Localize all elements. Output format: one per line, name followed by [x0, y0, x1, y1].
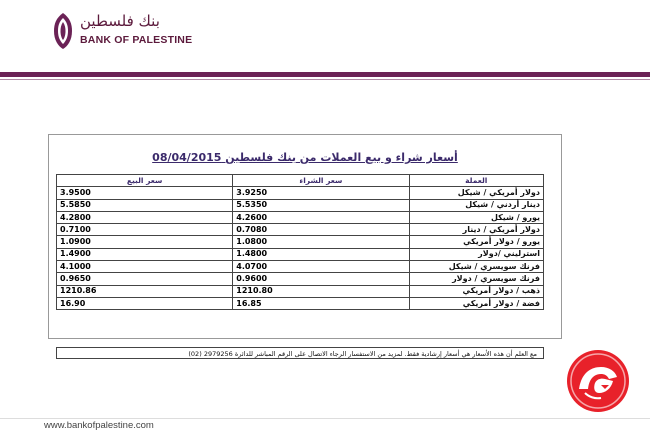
disclaimer-note: مع العلم أن هذه الأسعار هي أسعار إرشادية فقط. لمزيد من الاستفسار الرجاء الاتصال على الرقم المباشر للدائرة 2979256 (02): [56, 347, 544, 359]
currency-pair: فضة / دولار أمريكي: [409, 297, 544, 309]
bank-logo-icon: [52, 12, 74, 50]
sell-rate: 4.1000: [57, 261, 233, 273]
sell-rate: 5.5850: [57, 199, 233, 211]
news-agency-logo-icon: [559, 345, 637, 413]
currency-pair: يورو / دولار أمريكي: [409, 236, 544, 248]
sell-rate: 1.4900: [57, 248, 233, 260]
table-row: [57, 248, 544, 260]
header-band-thin: [0, 79, 650, 80]
buy-rate: 3.9250: [233, 187, 409, 199]
brand-name-arabic: بنك فلسطين: [80, 12, 160, 30]
currency-pair: يورو / شيكل: [409, 211, 544, 223]
table-row: [57, 236, 544, 248]
header-buy: سعر الشراء: [233, 175, 409, 187]
header-band: [0, 72, 650, 77]
buy-rate: 5.5350: [233, 199, 409, 211]
buy-rate: 16.85: [233, 297, 409, 309]
sell-rate: 0.7100: [57, 224, 233, 236]
buy-rate: 1.0800: [233, 236, 409, 248]
sell-rate: 4.2800: [57, 211, 233, 223]
header-sell: سعر البيع: [57, 175, 233, 187]
rates-title: أسعار شراء و بيع العملات من بنك فلسطين 08/04/2015: [152, 151, 458, 164]
sell-rate: 1210.86: [57, 285, 233, 297]
table-row: [57, 211, 544, 223]
buy-rate: 0.7080: [233, 224, 409, 236]
table-row: [57, 199, 544, 211]
sell-rate: 0.9650: [57, 273, 233, 285]
sell-rate: 3.9500: [57, 187, 233, 199]
buy-rate: 1210.80: [233, 285, 409, 297]
sell-rate: 16.90: [57, 297, 233, 309]
buy-rate: 1.4800: [233, 248, 409, 260]
rates-table: [56, 174, 544, 310]
buy-rate: 0.9600: [233, 273, 409, 285]
sell-rate: 1.0900: [57, 236, 233, 248]
currency-pair: دولار أمريكي / دينار: [409, 224, 544, 236]
currency-pair: دينار أردني / شيكل: [409, 199, 544, 211]
currency-pair: فرنك سويسري / شيكل: [409, 261, 544, 273]
table-row: [57, 285, 544, 297]
currency-pair: دولار أمريكي / شيكل: [409, 187, 544, 199]
currency-pair: فرنك سويسري / دولار: [409, 273, 544, 285]
table-header-row: [57, 175, 544, 187]
buy-rate: 4.2600: [233, 211, 409, 223]
table-row: [57, 187, 544, 199]
buy-rate: 4.0700: [233, 261, 409, 273]
header-currency: العملة: [409, 175, 544, 187]
brand-name-english: BANK OF PALESTINE: [80, 34, 193, 46]
table-row: [57, 224, 544, 236]
header: [0, 0, 650, 70]
table-row: [57, 273, 544, 285]
footer-divider: [0, 418, 650, 419]
currency-pair: استرليني /دولار: [409, 248, 544, 260]
footer-website-link[interactable]: www.bankofpalestine.com: [44, 420, 154, 431]
table-row: [57, 261, 544, 273]
table-row: [57, 297, 544, 309]
currency-pair: ذهب / دولار أمريكي: [409, 285, 544, 297]
